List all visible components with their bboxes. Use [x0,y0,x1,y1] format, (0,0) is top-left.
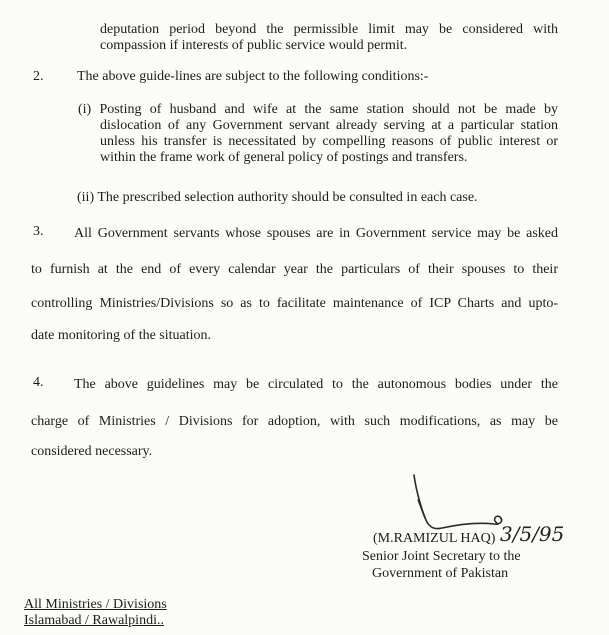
para2-cond1-line1: (i) Posting of husband and wife at the same station should not be made by [78,102,558,117]
intro-line-1: deputation period beyond the permissible limit may be considered with [100,22,558,37]
handwritten-date: 3/5/95 [500,522,565,546]
para3-line2: to furnish at the end of every calendar year the particulars of their spouses to their [31,262,558,277]
signatory-name: (M.RAMIZUL HAQ) [373,531,496,546]
para3-line1: All Government servants whose spouses are in Government service may be asked [74,226,558,241]
para3-line4: date monitoring of the situation. [31,328,212,343]
intro-line-2: compassion if interests of public service would permit. [100,38,408,53]
para2-cond1-line2: dislocation of any Government servant already serving at a particular station [100,118,558,133]
signatory-org: Government of Pakistan [372,566,509,581]
distribution-line-1: All Ministries / Divisions [24,597,167,612]
para3-line3: controlling Ministries/Divisions so as to facilitate maintenance of ICP Charts and upto- [31,296,558,311]
para3-number: 3. [33,224,44,239]
distribution-line-2: Islamabad / Rawalpindi.. [24,613,164,628]
para2-cond1-line4: within the frame work of general policy of postings and transfers. [100,150,468,165]
para4-line3: considered necessary. [31,444,153,459]
para2-cond1-line3: unless his transfer is necessitated by compelling reasons of public interest or [100,134,558,149]
signatory-title: Senior Joint Secretary to the [362,549,521,564]
para2-text: The above guide-lines are subject to the following conditions:- [77,69,429,84]
para2-number: 2. [33,69,44,84]
para4-line2: charge of Ministries / Divisions for adoption, with such modifications, as may be [31,414,558,429]
para4-number: 4. [33,375,44,390]
para2-cond2: (ii) The prescribed selection authority should be consulted in each case. [77,190,478,205]
para4-line1: The above guidelines may be circulated to the autonomous bodies under the [74,377,558,392]
